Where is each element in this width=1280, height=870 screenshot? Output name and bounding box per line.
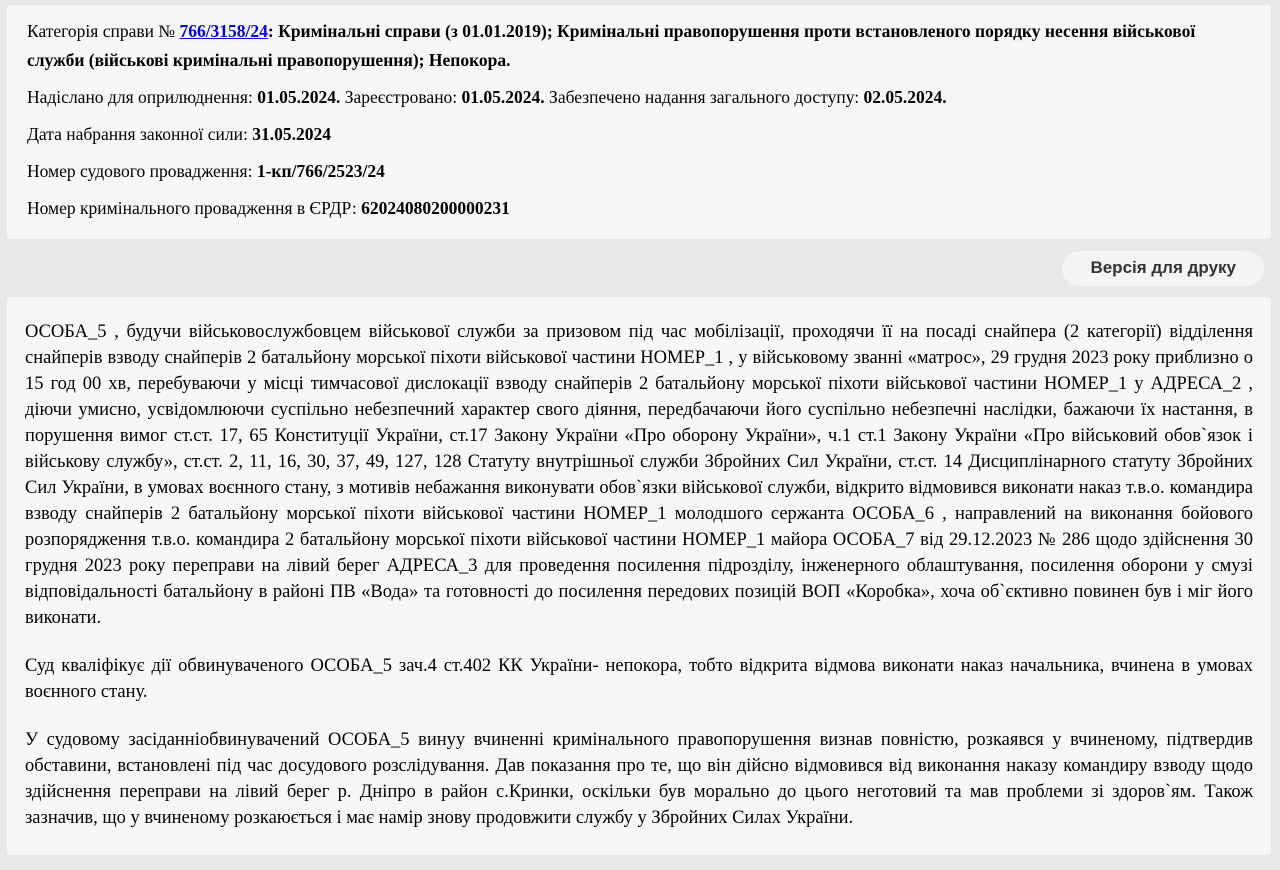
category-value: : Кримінальні справи (з 01.01.2019); Кримінальні правопорушення проти встановленого порядку несення військової служби (військові кримінальні правопорушення); Непокора. [27, 21, 1196, 70]
decision-paragraph-qualification: Суд кваліфікує дії обвинуваченого ОСОБА_5 зач.4 ст.402 КК України- непокора, тобто відкрита відмова виконати наказ начальника, вчинена в умовах воєнного стану. [25, 656, 1253, 702]
print-version-button[interactable]: Версія для друку [1062, 251, 1264, 286]
category-label: Категорія справи № [27, 21, 176, 41]
public-access-value: 02.05.2024. [863, 87, 947, 107]
case-header-panel [7, 5, 1271, 239]
legal-force-value: 31.05.2024 [252, 124, 331, 144]
sent-for-publication-value: 01.05.2024. [257, 87, 341, 107]
publication-meta-line [27, 83, 1251, 112]
legal-force-line [27, 120, 1251, 149]
case-number-link[interactable]: 766/3158/24 [179, 21, 268, 41]
toolbar-row [7, 239, 1271, 297]
registered-value: 01.05.2024. [461, 87, 545, 107]
court-proceeding-label: Номер судового провадження: [27, 161, 253, 181]
registered-label: Зареєстровано: [344, 87, 458, 107]
decision-text-panel [7, 297, 1271, 855]
case-category-line [27, 17, 1251, 75]
court-proceeding-value: 1-кп/766/2523/24 [256, 161, 385, 181]
public-access-label: Забезпечено надання загального доступу: [549, 87, 860, 107]
decision-paragraph-testimony: У судовому засіданніобвинувачений ОСОБА_5 винуу вчиненні кримінального правопорушення визнав повністю, розкаявся у вчиненому, підтвердив обставини, встановлені під час досудового розслідування. Дав показання про те, що він дійсно відмовився від виконання наказу командиру взводу щодо здійснення переправи на лівий берег р. Дніпро в район с.Кринки, оскільки був морально до цього неготовий та мав проблеми зі здоров`ям. Також зазначив, що у вчиненому розкаюється і має намір знову продовжити службу у Збройних Силах України. [25, 730, 1253, 828]
criminal-proceeding-value: 62024080200000231 [361, 198, 510, 218]
sent-for-publication-label: Надіслано для оприлюднення: [27, 87, 253, 107]
criminal-proceeding-line [27, 194, 1251, 223]
decision-paragraph-facts: ОСОБА_5 , будучи військовослужбовцем військової служби за призовом під час мобілізації, проходячи її на посаді снайпера (2 категорії) відділення снайперів взводу снайперів 2 батальйону морської піхоти військової частини НОМЕР_1 , у військовому званні «матрос», 29 грудня 2023 року приблизно о 15 год 00 хв, перебуваючи у місці тимчасової дислокації взводу снайперів 2 батальйону морської піхоти військової частини НОМЕР_1 у АДРЕСА_2 , діючи умисно, усвідомлюючи суспільно небезпечний характер свого діяння, передбачаючи його суспільно небезпечні наслідки, бажаючи їх настання, в порушення вимог ст.ст. 17, 65 Конституції України, ст.17 Закону України «Про оборону України», ч.1 ст.1 Закону України «Про військовий обов`язок і військову службу», ст.ст. 2, 11, 16, 30, 37, 49, 127, 128 Статуту внутрішньої служби Збройних Сил України, ст.ст. 14 Дисциплінарного статуту Збройних Сил України, в умовах воєнного стану, з мотивів небажання виконувати обов`язки військової служби, відкрито відмовився виконати наказ т.в.о. командира взводу снайперів 2 батальйону морської піхоти військової частини НОМЕР_1 молодшого сержанта ОСОБА_6 , направлений на виконання бойового розпорядження т.в.о. командира 2 батальйону морської піхоти військової частини НОМЕР_1 майора ОСОБА_7 від 29.12.2023 № 286 щодо здійснення 30 грудня 2023 року переправи на лівий берег АДРЕСА_3 для проведення посилення підрозділу, інженерного облаштування, посилення оборони у смузі відповідальності батальйону в районі ПВ «Вода» та готовності до посилення передових позицій ВОП «Коробка», хоча об`єктивно повинен був і міг його виконати. [25, 322, 1253, 628]
court-proceeding-line [27, 157, 1251, 186]
criminal-proceeding-label: Номер кримінального провадження в ЄРДР: [27, 198, 357, 218]
legal-force-label: Дата набрання законної сили: [27, 124, 248, 144]
